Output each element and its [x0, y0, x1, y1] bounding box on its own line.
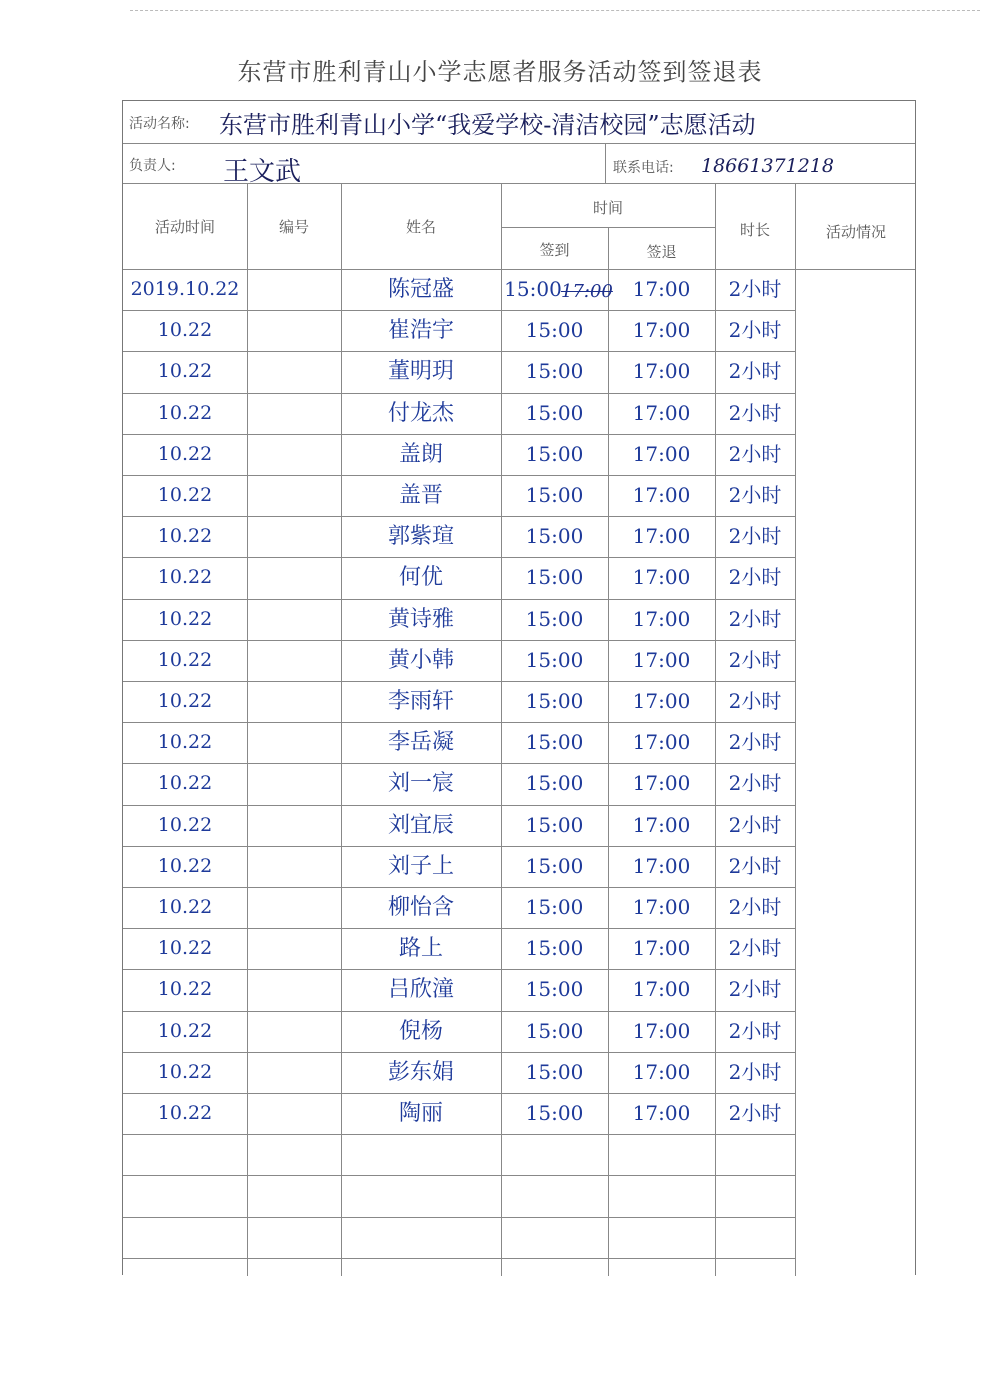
duration-value: 2小时 — [728, 441, 782, 466]
volunteer-name: 盖朗 — [398, 441, 443, 467]
activity-date: 10.22 — [157, 401, 213, 424]
header-number: 编号 — [278, 218, 309, 236]
activity-date: 10.22 — [157, 937, 213, 960]
sign-in-time: 15:00 — [525, 1101, 584, 1125]
duration-value: 2小时 — [728, 853, 782, 878]
form-title: 东营市胜利青山小学志愿者服务活动签到签退表 — [237, 58, 763, 86]
sign-in-time: 15:00 — [525, 895, 584, 919]
volunteer-name: 何优 — [398, 565, 443, 591]
sign-in-time: 15:00 — [525, 771, 584, 796]
activity-date: 10.22 — [157, 607, 213, 630]
column-line — [795, 183, 796, 1276]
row-line — [123, 1217, 795, 1218]
activity-date: 10.22 — [157, 1019, 213, 1042]
sign-out-time: 17:00 — [632, 730, 691, 755]
table-row — [123, 1093, 795, 1134]
table-row — [123, 475, 795, 516]
activity-date: 10.22 — [157, 484, 213, 506]
activity-date: 2019.10.22 — [130, 278, 240, 300]
duration-value: 2小时 — [728, 1101, 782, 1125]
volunteer-name: 倪杨 — [398, 1018, 443, 1044]
volunteer-name: 盖晋 — [398, 483, 443, 508]
sign-out-time: 17:00 — [632, 853, 691, 878]
sign-in-time: 15:00 — [504, 277, 562, 301]
sign-out-time: 17:00 — [632, 400, 691, 425]
struck-sign-out: 17:00 — [561, 281, 613, 302]
leader-label: 负责人: — [129, 158, 176, 174]
sign-in-time: 15:00 — [525, 359, 584, 384]
top-scan-line — [130, 10, 980, 11]
duration-value: 2小时 — [728, 277, 782, 301]
sign-out-time: 17:00 — [632, 1101, 691, 1125]
sign-in-time: 15:00 — [525, 1059, 584, 1084]
row-line — [123, 1258, 795, 1259]
table-row — [123, 722, 795, 763]
sign-out-time: 17:00 — [632, 524, 691, 549]
sign-out-time: 17:00 — [632, 1059, 691, 1084]
table-row — [123, 640, 795, 681]
duration-value: 2小时 — [728, 1059, 782, 1084]
activity-date: 10.22 — [157, 525, 213, 548]
sign-in-time: 15:00 — [525, 977, 584, 1002]
volunteer-name: 李岳凝 — [387, 730, 454, 756]
activity-date: 10.22 — [157, 731, 213, 754]
activity-date: 10.22 — [157, 772, 213, 795]
activity-date: 10.22 — [157, 442, 213, 465]
table-row — [123, 393, 795, 434]
table-row — [123, 1052, 795, 1093]
activity-date: 10.22 — [157, 896, 213, 918]
table-row — [123, 681, 795, 722]
sign-out-time: 17:00 — [632, 812, 691, 837]
sign-in-time: 15:00 — [525, 318, 584, 343]
sign-out-time: 17:00 — [632, 936, 691, 961]
table-row — [123, 846, 795, 887]
activity-name-label: 活动名称: — [129, 116, 190, 132]
header-sign-in: 签到 — [539, 241, 570, 259]
divider — [605, 143, 606, 183]
volunteer-name: 刘一宸 — [387, 771, 454, 797]
sign-in-time: 15:00 — [525, 730, 584, 755]
volunteer-name: 崔浩宇 — [387, 318, 454, 344]
volunteer-name: 黄诗雅 — [387, 606, 454, 632]
activity-date: 10.22 — [157, 690, 213, 712]
duration-value: 2小时 — [728, 1018, 782, 1043]
table-row — [123, 599, 795, 640]
activity-date: 10.22 — [157, 566, 213, 589]
sign-out-time: 17:00 — [632, 359, 691, 384]
duration-value: 2小时 — [728, 359, 782, 384]
activity-date: 10.22 — [157, 1060, 213, 1083]
table-row — [123, 557, 795, 598]
header-period: 时间 — [592, 199, 623, 217]
sign-in-time: 15:00 — [525, 400, 584, 425]
sign-out-time: 17:00 — [632, 771, 691, 796]
sign-in-time: 15:00 — [525, 936, 584, 961]
phone-value: 18661371218 — [701, 155, 834, 177]
duration-value: 2小时 — [728, 730, 782, 755]
volunteer-name: 董明玥 — [387, 359, 454, 385]
duration-value: 2小时 — [728, 606, 782, 631]
activity-name-value: 东营市胜利青山小学“我爱学校-清洁校园”志愿活动 — [219, 111, 756, 139]
table-row — [123, 434, 795, 475]
volunteer-name: 吕欣潼 — [387, 977, 454, 1003]
volunteer-name: 刘宜辰 — [387, 812, 454, 838]
table-row — [123, 516, 795, 557]
sign-out-time: 17:00 — [632, 977, 691, 1002]
volunteer-name: 郭紫瑄 — [387, 524, 454, 550]
volunteer-name: 陈冠盛 — [387, 277, 454, 302]
sign-in-time: 15:00 — [525, 853, 584, 878]
phone-label: 联系电话: — [613, 160, 674, 176]
sign-out-time: 17:00 — [632, 647, 691, 672]
sign-out-time: 17:00 — [632, 483, 691, 507]
sign-in-time: 15:00 — [525, 483, 584, 507]
activity-date: 10.22 — [157, 854, 213, 877]
volunteer-name: 付龙杰 — [387, 400, 454, 426]
table-row — [123, 310, 795, 351]
duration-value: 2小时 — [728, 565, 782, 590]
sign-out-time: 17:00 — [632, 1018, 691, 1043]
table-row — [123, 805, 795, 846]
volunteer-name: 李雨轩 — [387, 689, 454, 714]
sign-out-time: 17:00 — [632, 895, 691, 919]
header-name: 姓名 — [405, 218, 436, 236]
volunteer-name: 路上 — [398, 936, 443, 962]
duration-value: 2小时 — [728, 771, 782, 796]
header-status: 活动情况 — [825, 223, 886, 241]
header-duration: 时长 — [739, 221, 770, 239]
divider — [123, 183, 915, 184]
duration-value: 2小时 — [728, 895, 782, 919]
volunteer-name: 柳怡含 — [387, 895, 454, 920]
sign-in-time: 15:00 — [525, 524, 584, 549]
sign-out-time: 17:00 — [632, 318, 691, 343]
sign-out-time: 17:00 — [632, 277, 691, 301]
divider — [123, 143, 915, 144]
volunteer-name: 刘子上 — [387, 853, 454, 879]
sign-out-time: 17:00 — [632, 565, 691, 590]
sign-in-time: 15:00 — [525, 565, 584, 590]
table-row — [123, 269, 795, 310]
duration-value: 2小时 — [728, 977, 782, 1002]
duration-value: 2小时 — [728, 647, 782, 672]
volunteer-name: 彭东娟 — [387, 1059, 454, 1085]
sign-in-time: 15:00 — [525, 606, 584, 631]
duration-value: 2小时 — [728, 689, 782, 713]
activity-date: 10.22 — [157, 1102, 213, 1124]
activity-date: 10.22 — [157, 978, 213, 1001]
row-line — [123, 1134, 795, 1135]
duration-value: 2小时 — [728, 318, 782, 343]
activity-date: 10.22 — [157, 360, 213, 383]
table-row — [123, 1011, 795, 1052]
duration-value: 2小时 — [728, 524, 782, 549]
table-row — [123, 928, 795, 969]
activity-date: 10.22 — [157, 319, 213, 342]
table-row — [123, 969, 795, 1010]
volunteer-name: 黄小韩 — [387, 647, 454, 673]
sign-in-time: 15:00 — [525, 1018, 584, 1043]
duration-value: 2小时 — [728, 400, 782, 425]
row-line — [123, 1175, 795, 1176]
sign-in-form — [122, 100, 916, 1275]
activity-date: 10.22 — [157, 813, 213, 836]
sign-out-time: 17:00 — [632, 441, 691, 466]
sign-out-time: 17:00 — [632, 689, 691, 713]
sign-out-time: 17:00 — [632, 606, 691, 631]
duration-value: 2小时 — [728, 483, 782, 507]
duration-value: 2小时 — [728, 812, 782, 837]
volunteer-name: 陶丽 — [398, 1101, 443, 1126]
sign-in-time: 15:00 — [525, 647, 584, 672]
sign-in-time: 15:00 — [525, 812, 584, 837]
table-row — [123, 887, 795, 928]
table-row — [123, 763, 795, 804]
header-sign-out: 签退 — [646, 243, 677, 261]
table-row — [123, 351, 795, 392]
duration-value: 2小时 — [728, 936, 782, 961]
sign-in-time: 15:00 — [525, 689, 584, 713]
activity-date: 10.22 — [157, 648, 213, 671]
leader-value: 王文武 — [223, 157, 302, 187]
sign-in-time: 15:00 — [525, 441, 584, 466]
header-activity-time: 活动时间 — [154, 218, 215, 236]
